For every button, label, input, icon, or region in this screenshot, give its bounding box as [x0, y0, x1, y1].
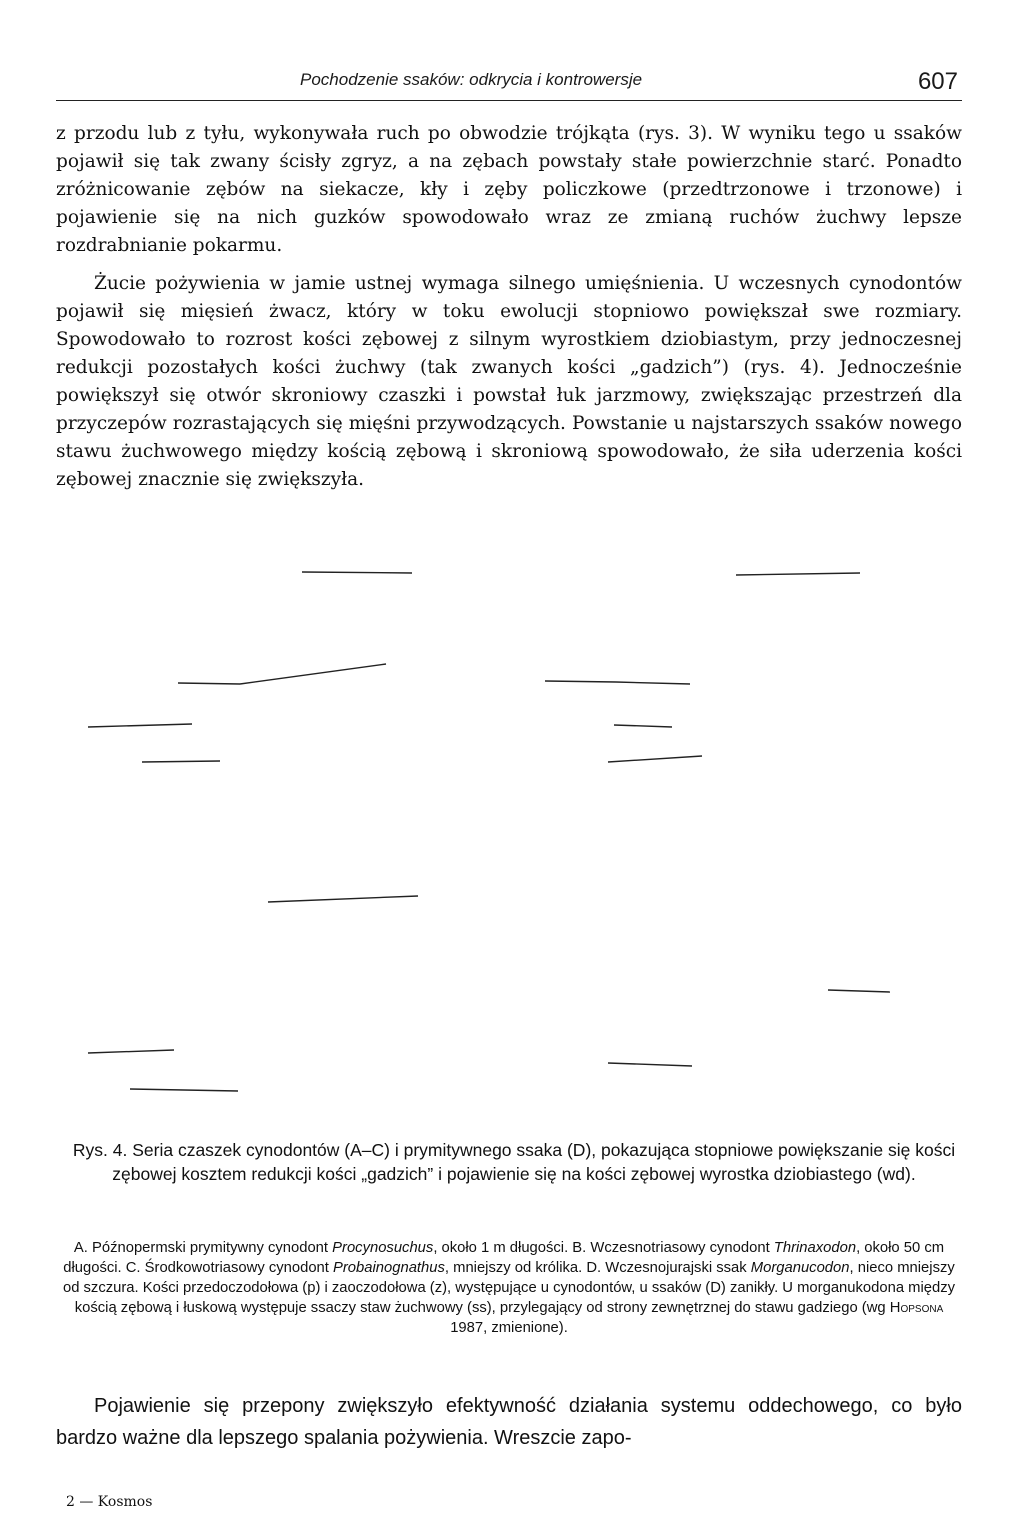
legend-text: , nieco mniejszy od szczura. Kości przedoczodołowa (p) i zaoczodołowa (z), występujące u cynodontów, u ssaków (D) zanikły. U morganukodona między kością zębową i łuskową występuje ssaczy staw żuchwowy (ss), przylegający od strony zewnętrznej do stawu gadziego (wg [62, 1260, 956, 1316]
figure-line [130, 1089, 238, 1091]
figure-4-skull-series [60, 548, 970, 1108]
page-number: 607 [917, 68, 958, 95]
running-header-title: Pochodzenie ssaków: odkrycia i kontrowersje [300, 70, 643, 89]
figure-line [616, 682, 690, 684]
figure-line [608, 1063, 692, 1066]
cited-author: Hopsona [889, 1300, 944, 1316]
legend-text: , około 50 cm długości. C. Środkowotriasowy cynodont [63, 1240, 945, 1276]
figure-line [240, 664, 386, 684]
figure-line [828, 990, 890, 992]
legend-text: , mniejszy od królika. D. Wczesnojurajski ssak [444, 1260, 751, 1276]
figure-legend [56, 1238, 962, 1338]
figure-caption: Rys. 4. Seria czaszek cynodontów (A–C) i prymitywnego ssaka (D), pokazująca stopniowe powiększanie się kości zębowej kosztem redukcji kości „gadzich” i pojawienie się na kości zębowej wyrostka dziobiastego (wd). [72, 1140, 956, 1184]
figure-line [736, 573, 860, 575]
body-paragraph: z przodu lub z tyłu, wykonywała ruch po obwodzie trójkąta (rys. 3). W wyniku tego u ssaków pojawił się tak zwany ścisły zgryz, a na zębach powstały stałe powierzchnie starć. Ponadto zróżnicowanie zębów na siekacze, kły i zęby policzkowe (przedtrzonowe i trzonowe) i pojawienie się na nich guzków spowodowało wraz ze zmianą ruchów żuchwy lepsze rozdrabnianie pokarmu. [56, 123, 962, 256]
figure-line [302, 572, 412, 573]
legend-text: 1987, zmienione). [450, 1320, 568, 1336]
header-rule [56, 100, 962, 101]
legend-text: A. Późnopermski prymitywny cynodont [73, 1240, 333, 1256]
figure-line [88, 1050, 174, 1053]
figure-line [545, 681, 616, 682]
figure-line [614, 725, 672, 727]
figure-line [608, 756, 702, 762]
figure-line [142, 761, 220, 762]
figure-remnant-lines [60, 548, 970, 1108]
figure-line [178, 683, 240, 684]
taxon-name: Morganucodon [750, 1260, 850, 1276]
body-paragraph-continued: Pojawienie się przepony zwiększyło efektywność działania systemu oddechowego, co było bardzo ważne dla lepszego spalania pożywienia. Wreszcie zapo- [56, 1395, 962, 1449]
taxon-name: Probainognathus [333, 1260, 445, 1276]
body-paragraph: Żucie pożywienia w jamie ustnej wymaga silnego umięśnienia. U wczesnych cynodontów pojawił się mięsień żwacz, który w toku ewolucji stopniowo powiększał swe rozmiary. Spowodowało to rozrost kości zębowej z silnym wyrostkiem dziobiastym, przy jednoczesnej redukcji pozostałych kości żuchwy (tak zwanych kości „gadzich”) (rys. 4). Jednocześnie powiększył się otwór skroniowy czaszki i powstał łuk jarzmowy, zwiększając przestrzeń dla przyczepów rozrastających się mięśni przywodzących. Powstanie u najstarszych ssaków nowego stawu żuchwowego między kością zębową i skroniową spowodowało, że siła uderzenia kości zębowej znacznie się zwiększyła. [56, 273, 962, 490]
footer-signature: 2 — Kosmos [66, 1494, 153, 1510]
figure-line [268, 896, 418, 902]
legend-text: , około 1 m długości. B. Wczesnotriasowy cynodont [433, 1240, 774, 1256]
taxon-name: Procynosuchus [332, 1240, 434, 1256]
taxon-name: Thrinaxodon [773, 1240, 857, 1256]
figure-line [88, 724, 192, 727]
